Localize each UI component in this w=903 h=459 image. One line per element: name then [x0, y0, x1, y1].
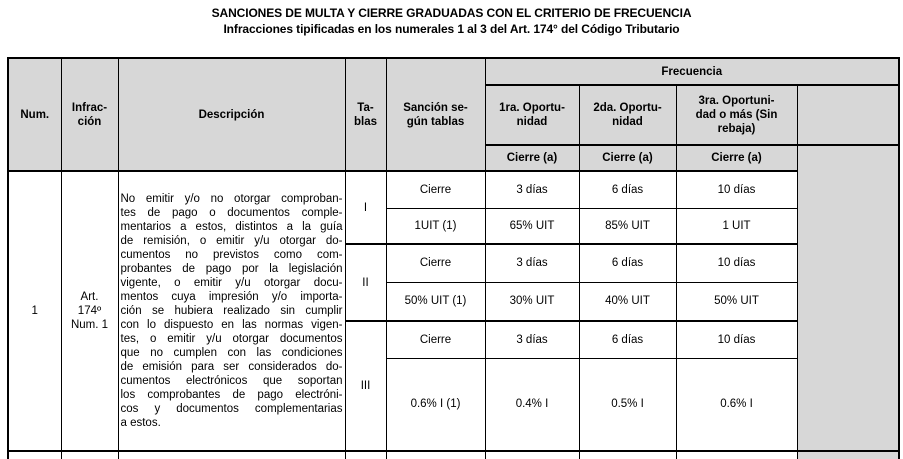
next-row-partial — [8, 451, 899, 459]
subheader-cierre-2: Cierre (a) — [579, 145, 676, 171]
next-row-cell — [485, 451, 579, 459]
cell-tabla-i: I — [345, 171, 386, 244]
text-line: vigente, o emitir y/u otorgar docu- — [120, 277, 343, 289]
cell-op1-iii-multa: 0.4% I — [485, 358, 579, 451]
text-line: cos y documentos complementarias — [120, 403, 343, 415]
cell-descripcion — [118, 171, 345, 451]
cell-sancion-ii-cierre: Cierre — [386, 244, 485, 282]
cell-sancion-i-cierre: Cierre — [386, 171, 485, 208]
page-subtitle: Infracciones tipificadas en los numerales 1 al 3 del Art. 174° del Código Tributario — [223, 22, 680, 36]
table-row — [8, 171, 899, 208]
cell-tabla-ii: II — [345, 244, 386, 321]
text-line: No emitir y/o no otorgar comproban- — [120, 193, 343, 205]
text-line: que no cumplen con las condiciones — [120, 347, 343, 359]
text-line: de remisión, o emitir y/u otorgar do- — [120, 235, 343, 247]
subheader-cierre-3: Cierre (a) — [676, 145, 797, 171]
col-header-num: Num. — [8, 58, 61, 171]
text-line: de emisión para ser considerados do- — [120, 361, 343, 373]
next-row-cell — [345, 451, 386, 459]
cell-op3-i-cierre: 10 días — [676, 171, 797, 208]
cell-op2-iii-cierre: 6 días — [579, 321, 676, 358]
page-title: SANCIONES DE MULTA Y CIERRE GRADUADAS CON EL CRITERIO DE FRECUENCIA — [211, 6, 692, 20]
subheader-cierre-1: Cierre (a) — [485, 145, 579, 171]
next-row-cell — [386, 451, 485, 459]
col-header-infraccion — [61, 58, 118, 171]
text-line: cumentos no previstos como com- — [120, 249, 343, 261]
col-header-sancion-segun-tablas — [386, 58, 485, 171]
sanctions-table — [7, 57, 900, 459]
text-line: dad o más (Sin — [695, 109, 778, 121]
next-row-cell — [676, 451, 797, 459]
cell-infraccion — [61, 171, 118, 451]
col-header-oportunidad-1 — [485, 85, 579, 145]
text-line: ción se hubiera realizado sin cumplir — [120, 305, 343, 317]
cell-op3-ii-multa: 50% UIT — [676, 282, 797, 321]
cell-op1-iii-cierre: 3 días — [485, 321, 579, 358]
text-line: 174º — [77, 305, 102, 317]
cell-sancion-ii-multa: 50% UIT (1) — [386, 282, 485, 321]
cell-op3-iii-multa: 0.6% I — [676, 358, 797, 451]
next-row-cell — [118, 451, 345, 459]
text-line: gún tablas — [406, 115, 465, 128]
text-line: 1ra. Oportu- — [499, 102, 565, 114]
text-line: tes de pago o documentos comple- — [120, 207, 343, 219]
text-line: nidad — [612, 116, 643, 128]
cell-op3-ii-cierre: 10 días — [676, 244, 797, 282]
text-line: Infrac- — [71, 101, 108, 114]
cell-num: 1 — [8, 171, 61, 451]
cell-op3-i-multa: 1 UIT — [676, 208, 797, 244]
text-line: los comprobantes de pago electróni- — [120, 389, 343, 401]
cell-op1-i-multa: 65% UIT — [485, 208, 579, 244]
col-header-oportunidad-3 — [676, 85, 797, 145]
cell-op3-iii-cierre: 10 días — [676, 321, 797, 358]
col-header-tablas — [345, 58, 386, 171]
text-line: con lo dispuesto en las normas vigen- — [120, 319, 343, 331]
text-line: tes, o emitir y/u otorgar documentos — [120, 333, 343, 345]
cell-op1-i-cierre: 3 días — [485, 171, 579, 208]
text-line: mentarios a estos, distintos a la guía — [120, 221, 343, 233]
text-line: cumentos electrónicos que soportan — [120, 375, 343, 387]
text-line: Num. 1 — [70, 319, 109, 331]
text-line: ción — [77, 115, 102, 128]
cell-op2-iii-multa: 0.5% I — [579, 358, 676, 451]
cell-op2-i-multa: 85% UIT — [579, 208, 676, 244]
cell-op2-i-cierre: 6 días — [579, 171, 676, 208]
col-header-oportunidad-2 — [579, 85, 676, 145]
text-line: rebaja) — [717, 123, 756, 135]
next-row-cell — [579, 451, 676, 459]
cell-sancion-i-multa: 1UIT (1) — [386, 208, 485, 244]
cell-op1-ii-multa: 30% UIT — [485, 282, 579, 321]
side-empty-cell — [797, 145, 899, 451]
cell-op1-ii-cierre: 3 días — [485, 244, 579, 282]
text-line: mentos cuya impresión y/o importa- — [120, 291, 343, 303]
cell-sancion-iii-multa: 0.6% I (1) — [386, 358, 485, 451]
next-row-cell — [61, 451, 118, 459]
text-line: Art. — [80, 291, 99, 303]
text-line: Ta- — [357, 101, 374, 114]
text-line: a estos. — [120, 417, 161, 429]
cell-tabla-iii: III — [345, 321, 386, 451]
header-row-1 — [8, 58, 899, 85]
title-block — [0, 6, 903, 37]
text-line: blas — [353, 115, 377, 128]
header-empty-cell — [797, 85, 899, 145]
text-line: nidad — [516, 116, 548, 128]
text-line: Sanción se- — [403, 101, 468, 114]
text-line: probantes de pago por la legislación — [120, 263, 343, 275]
col-header-frecuencia: Frecuencia — [485, 58, 899, 85]
text-line: 3ra. Oportuni- — [698, 95, 775, 107]
next-row-cell — [8, 451, 61, 459]
cell-sancion-iii-cierre: Cierre — [386, 321, 485, 358]
text-line: 2da. Oportu- — [593, 102, 662, 114]
cell-op2-ii-cierre: 6 días — [579, 244, 676, 282]
next-row-cell — [797, 451, 899, 459]
col-header-descripcion: Descripción — [118, 58, 345, 171]
cell-op2-ii-multa: 40% UIT — [579, 282, 676, 321]
